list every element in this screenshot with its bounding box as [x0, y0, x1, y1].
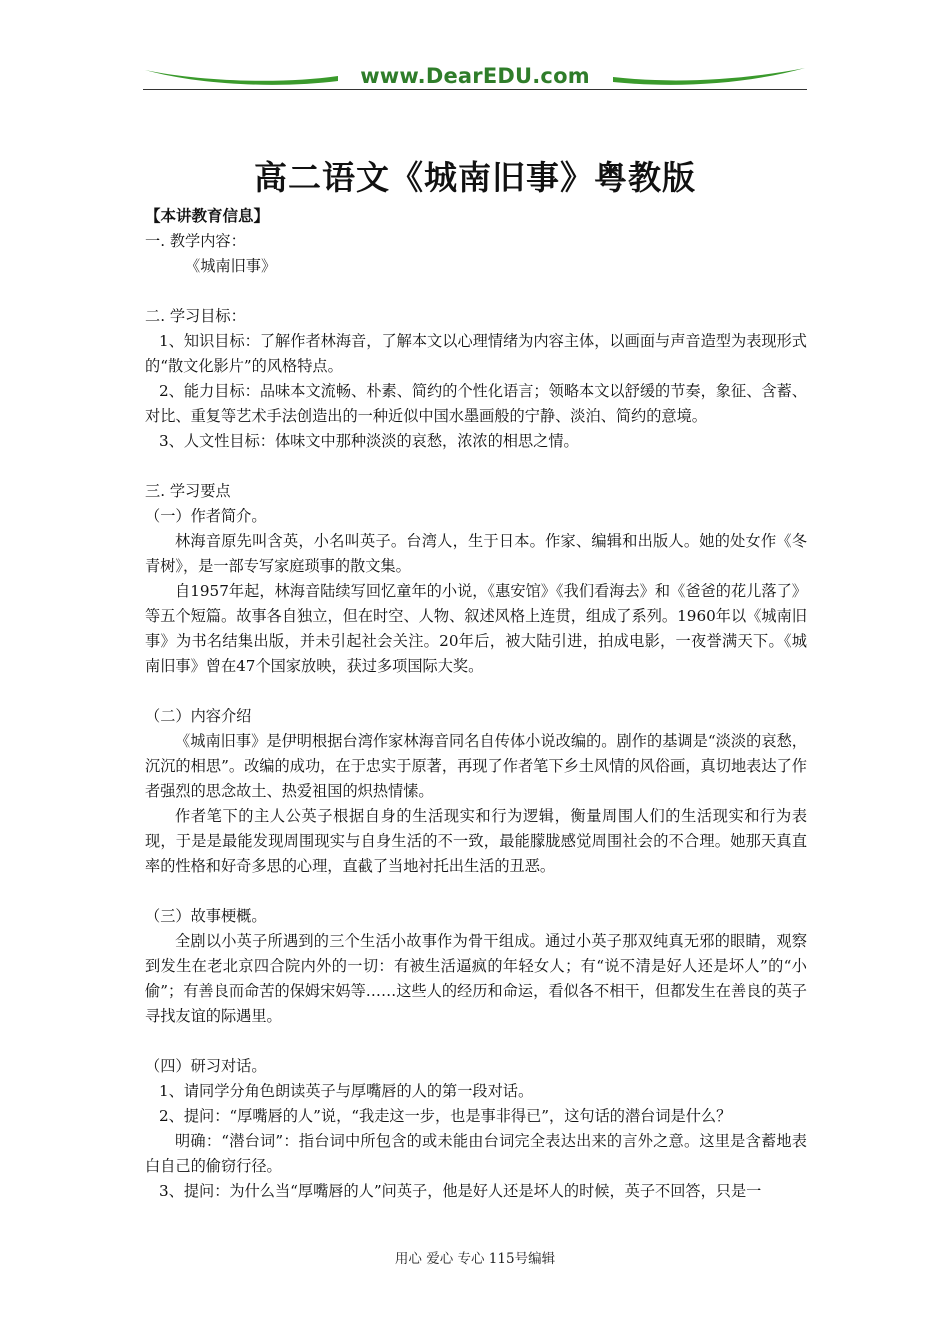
site-logo[interactable]: www.DearEDU.com	[360, 64, 590, 88]
teaching-content-text: 《城南旧事》	[185, 257, 277, 275]
content-intro-paragraph: 作者笔下的主人公英子根据自身的生活现实和行为逻辑，衡量周围人们的生活现实和行为表现，于是是最能发现周围现实与自身生活的不一致，最能朦胧感觉周围社会的不合理。她那天真直率的性格和好奇多思的心理，直截了当地衬托出生活的丑恶。	[145, 807, 807, 875]
goal-item: 3、人文性目标：体味文中那种淡淡的哀愁，浓浓的相思之情。	[159, 432, 579, 450]
author-heading: （一）作者简介。	[145, 507, 267, 525]
story-paragraph: 全剧以小英子所遇到的三个生活小故事作为骨干组成。通过小英子那双纯真无邪的眼睛，观察到发生在老北京四合院内外的一切：有被生活逼疯的年轻女人；有“说不清是好人还是坏人”的“小偷”；有善良而命苦的保姆宋妈等……这些人的经历和命运，看似各不相干，但都发生在善良的英子寻找友谊的际遇里。	[145, 932, 807, 1025]
dialogue-item: 1、请同学分角色朗读英子与厚嘴唇的人的第一段对话。	[159, 1082, 534, 1100]
dialogue-item: 3、提问：为什么当“厚嘴唇的人”问英子，他是好人还是坏人的时候，英子不回答，只是一	[159, 1182, 762, 1200]
key-points-heading: 三. 学习要点	[145, 482, 231, 500]
goal-item: 2、能力目标：品味本文流畅、朴素、简约的个性化语言；领略本文以舒缓的节奏，象征、含蓄、对比、重复等艺术手法创造出的一种近似中国水墨画般的宁静、淡泊、简约的意境。	[145, 382, 807, 425]
author-paragraph: 林海音原先叫含英，小名叫英子。台湾人，生于日本。作家、编辑和出版人。她的处女作《冬青树》，是一部专写家庭琐事的散文集。	[145, 532, 807, 575]
author-paragraph: 自1957年起，林海音陆续写回忆童年的小说，《惠安馆》《我们看海去》和《爸爸的花儿落了》等五个短篇。故事各自独立，但在时空、人物、叙述风格上连贯，组成了系列。1960年以《城南旧事》为书名结集出版，并未引起社会关注。20年后，被大陆引进，拍成电影，一夜誉满天下。《城南旧事》曾在47个国家放映，获过多项国际大奖。	[145, 582, 807, 675]
document-title: 高二语文《城南旧事》粤教版	[254, 158, 696, 197]
dialogue-heading: （四）研习对话。	[145, 1057, 267, 1075]
goal-item: 1、知识目标：了解作者林海音，了解本文以心理情绪为内容主体，以画面与声音造型为表现形式的“散文化影片”的风格特点。	[145, 332, 807, 375]
document-body	[145, 200, 807, 1204]
dialogue-answer: 明确：“潜台词”：指台词中所包含的或未能由台词完全表达出来的言外之意。这里是含蓄地表白自己的偷窃行径。	[145, 1132, 807, 1175]
content-intro-paragraph: 《城南旧事》是伊明根据台湾作家林海音同名自传体小说改编的。剧作的基调是“淡淡的哀愁，沉沉的相思”。改编的成功，在于忠实于原著，再现了作者笔下乡土风情的风俗画，真切地表达了作者强烈的思念故土、热爱祖国的炽热情愫。	[145, 732, 807, 800]
story-heading: （三）故事梗概。	[145, 907, 267, 925]
page-footer: 用心 爱心 专心 115号编辑	[394, 1251, 556, 1267]
section-info-heading: 【本讲教育信息】	[145, 207, 270, 225]
page-header	[143, 60, 807, 94]
goals-heading: 二. 学习目标：	[145, 307, 246, 325]
teaching-content-heading: 一. 教学内容：	[145, 232, 246, 250]
content-intro-heading: （二）内容介绍	[145, 707, 252, 725]
header-divider	[143, 89, 807, 90]
dialogue-item: 2、提问：“厚嘴唇的人”说，“我走这一步，也是事非得已”，这句话的潜台词是什么？	[159, 1107, 732, 1125]
